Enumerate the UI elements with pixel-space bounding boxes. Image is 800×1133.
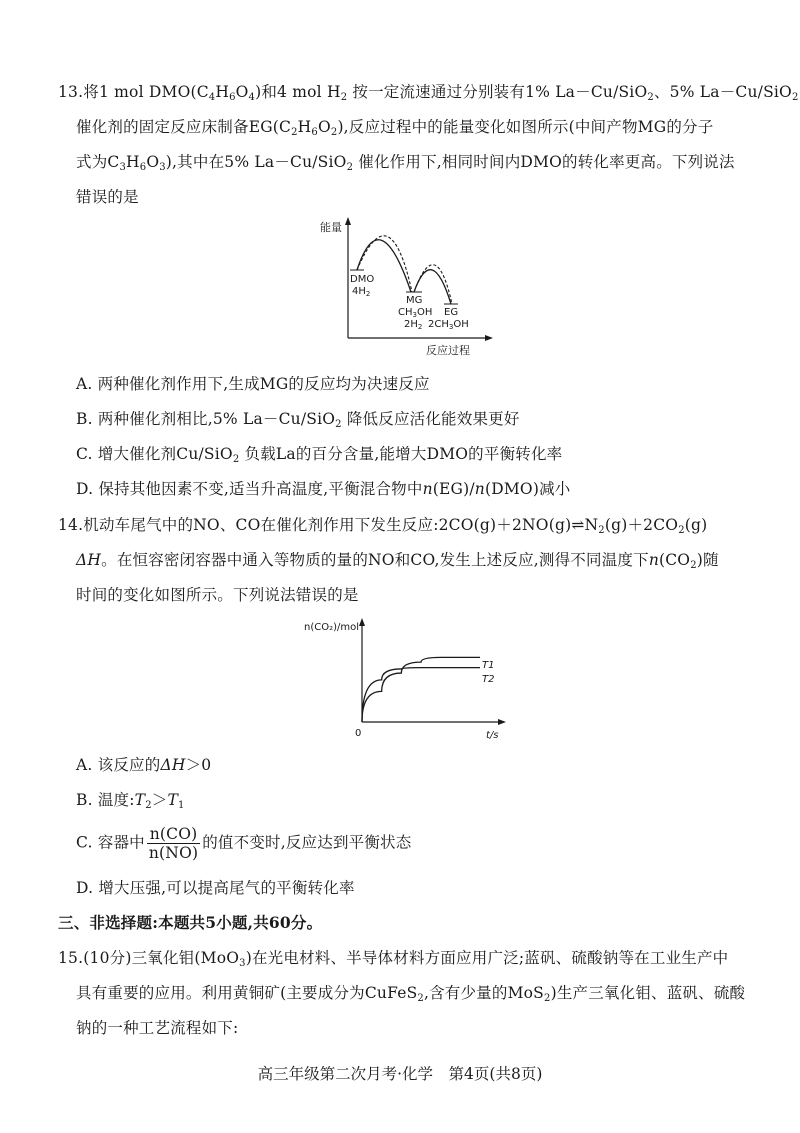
chart-x-arrow bbox=[498, 719, 506, 725]
q14-line-1: 14.机动车尾气中的NO、CO在催化剂作用下发生反应$:2CO(g)+2NO(g)\rightleftharpoons N_2(g)+2CO_2(g)$ bbox=[58, 516, 708, 536]
series-line-t2 bbox=[362, 668, 480, 722]
q13-option-d[interactable]: D. 保持其他因素不变,适当升高温度,平衡混合物中n(EG)/n(DMO)减小 bbox=[76, 480, 571, 498]
energy-diagram-x-label: 反应过程 bbox=[426, 344, 470, 357]
q14-option-b[interactable]: B. 温度$:T_2>T_1$ bbox=[76, 791, 185, 811]
q15-line-1: 15.(10分)三氧化钼(MoO$_3$)在光电材料、半导体材料方面应用广泛;蓝矾、硫酸钠等在工业生产中 bbox=[58, 949, 729, 969]
q13-line-2: 催化剂的固定反应床制备$EG(C_2H_6O_2)$,反应过程中的能量变化如图所示(中间产物MG的分子 bbox=[76, 118, 714, 138]
section-3-heading: 三、非选择题:本题共5小题,共60分。 bbox=[58, 913, 323, 932]
chart-x-label: t/s bbox=[486, 730, 499, 741]
q13-line-3: 式为$C_3H_6O_3$),其中在5% La－Cu/SiO$_2$ 催化作用下,相同时间内DMO的转化率更高。下列说法 bbox=[76, 153, 735, 173]
label-2h2: $2H_2$ bbox=[404, 319, 423, 331]
energy-diagram-x-arrow bbox=[485, 335, 493, 341]
q14-line-3: 时间的变化如图所示。下列说法错误的是 bbox=[76, 586, 359, 604]
q15-line-2: 具有重要的应用。利用黄铜矿(主要成分为CuFeS$_2$,含有少量的MoS$_2$)生产三氧化钼、蓝矾、硫酸 bbox=[76, 984, 746, 1004]
q15-line-3: 钠的一种工艺流程如下: bbox=[76, 1019, 239, 1037]
label-4h2: $4H_2$ bbox=[352, 286, 371, 298]
label-2ch3oh: $2CH_3OH$ bbox=[428, 319, 469, 331]
q14-line-2: ΔH。在恒容密闭容器中通入等物质的量的NO和CO,发生上述反应,测得不同温度下$n(CO_2)$随 bbox=[76, 551, 719, 571]
q13-option-c[interactable]: C. 增大催化剂Cu/SiO$_2$ 负载La的百分含量,能增大DMO的平衡转化率 bbox=[76, 445, 563, 465]
q14-option-d[interactable]: D. 增大压强,可以提高尾气的平衡转化率 bbox=[76, 879, 355, 897]
q14-option-a[interactable]: A. 该反应的ΔH＞0 bbox=[76, 756, 212, 774]
page-footer: 高三年级第二次月考·化学 第4页(共8页) bbox=[257, 1065, 543, 1083]
energy-diagram-y-arrow bbox=[345, 217, 351, 225]
q13-line-1: 13.将1 mol $DMO(C_4H_6O_4)$和4 mol $H_2$ 按一定流速通过分别装有1% La－Cu/SiO$_2$、5% La－Cu/SiO$_2$ bbox=[58, 83, 799, 103]
q13-line-4: 错误的是 bbox=[76, 188, 139, 206]
chart-legend-t2: T2 bbox=[482, 674, 495, 685]
chart-origin-label: 0 bbox=[355, 728, 362, 739]
q13-option-a[interactable]: A. 两种催化剂作用下,生成MG的反应均为决速反应 bbox=[76, 375, 430, 393]
chart-legend-t1: T1 bbox=[482, 660, 495, 671]
label-eg: EG bbox=[444, 307, 459, 318]
label-dmo: DMO bbox=[350, 274, 375, 285]
co-no-fraction: $\frac{n(CO)}{n(NO)}$ bbox=[148, 825, 199, 862]
label-mg: MG bbox=[406, 295, 423, 306]
label-ch3oh: $CH_3OH$ bbox=[398, 307, 433, 319]
q13-option-b[interactable]: B. 两种催化剂相比,5% La－Cu/SiO$_2$ 降低反应活化能效果更好 bbox=[76, 410, 520, 430]
chart-y-arrow bbox=[359, 618, 365, 626]
co2-chart bbox=[300, 614, 520, 744]
energy-diagram bbox=[318, 212, 498, 362]
chart-y-label: n(CO₂)/mol bbox=[304, 622, 360, 633]
energy-diagram-y-label: 能量 bbox=[320, 221, 342, 234]
q14-option-c[interactable]: C. 容器中 $\frac{n(CO)}{n(NO)}$ 的值不变时,反应达到平衡状态 bbox=[76, 825, 412, 862]
